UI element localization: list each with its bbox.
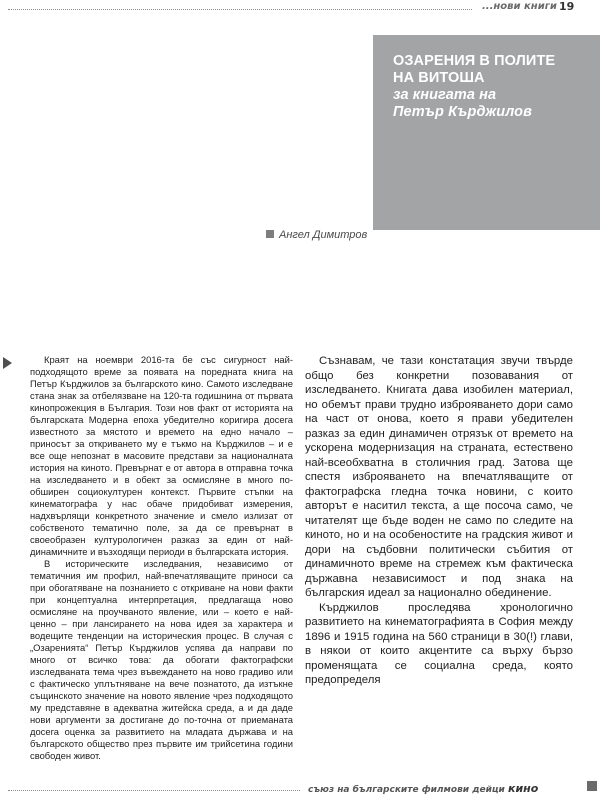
page-number: 19	[559, 0, 575, 13]
section-label: ...нови книги	[482, 1, 557, 12]
article-paragraph: Краят на ноември 2016-та бе със сигурност най-подходящото време за появата на поредната книга на Петър Кърджилов за българското кино. Самото изследване стана знак за отбелязване на 120-та годишнина от първата кинопрожекция в България. Този нов факт от историята на българската Модерна епоха убедително коригира досега известното за мястото и времето на едно начало – приносът за откриването му е тъкмо на Кърджилов – и е все още непознат в масовите представи за националната история на киното. Превърнат е от автора в отправна точка на изследването и в обект за осмисляне в много по-обширен социокултурен контекст. Първите стъпки на кинематографа у нас обаче придобиват измерения, надхвърлящи конкретното значение и смело излизат от собственото тематично поле, за да се превърнат в своеобразен културологичен разказ за един от най-динамичните и възходящи периоди в българската история.	[30, 354, 293, 557]
lead-arrow-icon	[3, 357, 12, 369]
article-column-left	[30, 354, 293, 762]
author-name: Ангел Димитров	[279, 229, 368, 241]
article-column-right	[305, 354, 573, 688]
footer-square-icon	[587, 781, 597, 791]
author-byline	[266, 229, 367, 241]
byline-square-icon	[266, 230, 274, 238]
article-paragraph: Съзнавам, че тази констатация звучи твърде общо без конкретни позовавания от изследването. Книгата дава изобилен материал, но обемът прави трудно изброяването дори само на част от онова, което я прави убедителен разказ за един динамичен отрязък от времето на ускорена модернизация на страната, естествено най-всеобхватна в столичния град. Затова ще спестя изброяването на впечатляващите от фактографска гледна точка новини, с които авторът е наситил текста, а ще посоча само, че читателят ще бъде воден не само по следите на киното, но и на особеностите на градския живот и дори на съдбовни политически събития от динамичното време на стремеж към фактическа държавна независимост и под знака на българския идеал за национално обединение.	[305, 355, 573, 599]
title-line-1: ОЗАРЕНИЯ В ПОЛИТЕ	[393, 53, 556, 69]
header-rule	[8, 9, 472, 10]
subtitle-line-2: Петър Кърджилов	[393, 104, 532, 120]
footer-org: съюз на българските филмови дейци	[308, 785, 505, 795]
title-block	[373, 35, 600, 230]
article-paragraph: В историческите изследвания, независимо от тематичния им профил, най-впечатляващите приноси са при обогатяване на познанието с откриване на нови факти при концептуална интерпретация, предлагаща ново осмисляне на проучваното явление, или – което е най-ценно – при лансирането на нова идея за характера и водещите тенденции на историческия процес. В случая с „Озаренията“ Петър Кърджилов успява да направи по много от всичко това: да обогати фактографски изследваната тема чрез въвеждането на ново градиво или с фактическо уплътняване на вече познатото, да изтъкне същинското значение на новото явление чрез подходящото му представяне в адекватна житейска среда, а и да даде нови аргументи за достигане до по-точна от приеманата досега оценка за развитието на младата държава и на българското общество през първите им трийсетина години свободен живот.	[30, 558, 293, 761]
footer-rule	[8, 790, 300, 791]
title-line-2: НА ВИТОША	[393, 70, 485, 86]
footer-publisher	[308, 782, 538, 795]
footer-brand: кино	[508, 782, 539, 795]
subtitle-line-1: за книгата на	[393, 87, 497, 103]
article-paragraph: Кърджилов проследява хронологично развитието на кинематографията в София между 1896 и 1915 година на 560 страници в 30(!) глави, в някои от които акцентите са върху бързо променящата се социална среда, която предопределя	[305, 601, 573, 686]
